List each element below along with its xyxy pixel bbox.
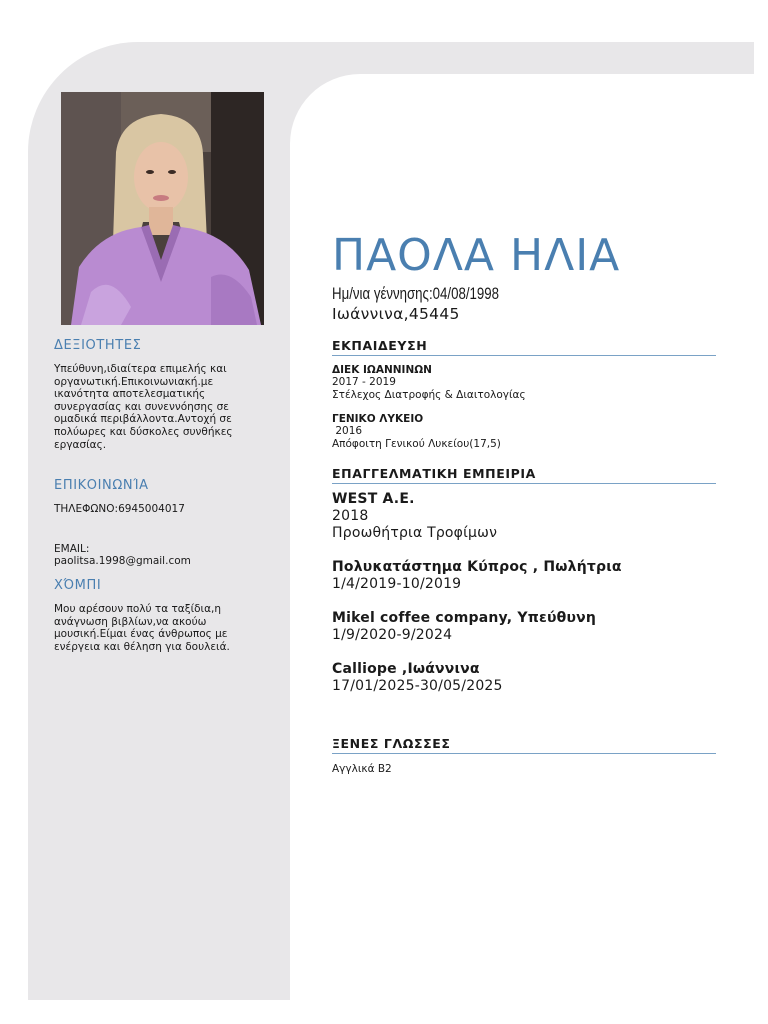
phone-number: ΤΗΛΕΦΩΝΟ:6945004017 xyxy=(54,503,185,515)
school-years: 2016 xyxy=(332,425,363,437)
skills-section xyxy=(54,338,266,451)
job-detail: 1/9/2020-9/2024 xyxy=(332,627,453,643)
education-entry xyxy=(332,413,716,451)
candidate-name: ΠΑΟΛΑ ΗΛΙΑ xyxy=(332,230,621,281)
school-years: 2017 - 2019 xyxy=(332,376,396,388)
skills-heading: ΔΕΞΙΟΤΗΤΕΣ xyxy=(54,338,142,353)
experience-entry xyxy=(332,610,716,644)
skills-text: Υπεύθυνη,ιδιαίτερα επιμελής και οργανωτική.Επικοινωνιακή.με ικανότητα αποτελεσματικής συνεργασίας και συνεννόησης σε ομαδικά περιβάλλοντα.Αντοχή σε πολύωρες και δύσκολες συνθήκες εργασίας. xyxy=(54,363,233,451)
job-detail: 2018 xyxy=(332,508,369,524)
email-label: EMAIL: xyxy=(54,543,90,555)
main-content xyxy=(332,228,716,775)
hobbies-text: Μου αρέσουν πολύ τα ταξίδια,η ανάγνωση βιβλίων,να ακούω μουσική.Είμαι ένας άνθρωπος με ενέργεια και θέληση για δουλειά. xyxy=(54,603,230,653)
experience-section xyxy=(332,466,716,695)
job-detail: Προωθήτρια Τροφίμων xyxy=(332,525,498,541)
job-title: Πολυκατάστημα Κύπρος , Πωλήτρια xyxy=(332,559,622,575)
hobbies-heading: ΧΌΜΠΙ xyxy=(54,578,102,593)
experience-heading: ΕΠΑΓΓΕΛΜΑΤΙΚΗ ΕΜΠΕΙΡΙΑ xyxy=(332,466,716,484)
school-detail: Στέλεχος Διατροφής & Διαιτολογίας xyxy=(332,389,526,401)
experience-entry xyxy=(332,491,716,542)
experience-entry xyxy=(332,559,716,593)
languages-section xyxy=(332,736,716,775)
contact-heading: ΕΠΙΚΟΙΝΩΝΊΑ xyxy=(54,478,149,493)
school-name: ΓΕΝΙΚΟ ΛΥΚΕΙΟ xyxy=(332,413,424,425)
education-heading: ΕΚΠΑΙΔΕΥΣΗ xyxy=(332,338,716,356)
experience-entry xyxy=(332,661,716,695)
job-detail: 1/4/2019-10/2019 xyxy=(332,576,462,592)
languages-text: Αγγλικά Β2 xyxy=(332,763,392,775)
languages-heading: ΞΕΝΕΣ ΓΛΩΣΣΕΣ xyxy=(332,736,716,754)
education-entry xyxy=(332,364,716,402)
hobbies-section xyxy=(54,578,266,653)
profile-photo xyxy=(61,92,264,325)
job-title: WEST A.E. xyxy=(332,491,415,507)
education-section xyxy=(332,338,716,451)
school-detail: Απόφοιτη Γενικού Λυκείου(17,5) xyxy=(332,438,501,450)
job-title: Mikel coffee company, Υπεύθυνη xyxy=(332,610,597,626)
job-detail: 17/01/2025-30/05/2025 xyxy=(332,678,503,694)
school-name: ΔΙΕΚ ΙΩΑΝΝΙΝΩΝ xyxy=(332,364,432,376)
job-title: Calliope ,Ιωάννινα xyxy=(332,661,480,677)
date-of-birth: Ημ/νια γέννησης:04/08/1998 xyxy=(332,284,500,303)
email-address[interactable]: paolitsa.1998@gmail.com xyxy=(54,555,191,567)
city-postcode: Ιωάννινα,45445 xyxy=(332,305,460,323)
contact-section xyxy=(54,478,266,567)
